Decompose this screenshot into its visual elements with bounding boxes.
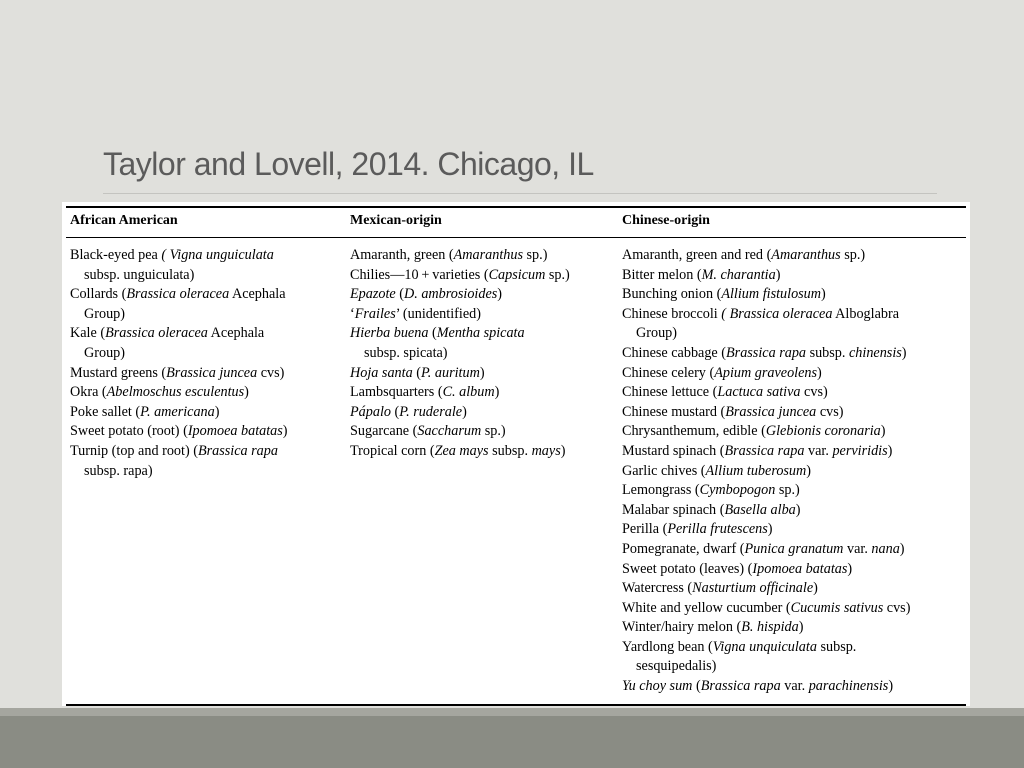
table-entry: [70, 383, 288, 403]
entry-continuation: Group): [84, 344, 125, 361]
latin-name: Allium tuberosum: [705, 462, 807, 479]
column-chinese-origin: [622, 246, 910, 697]
entry-text: (: [395, 286, 404, 303]
entry-text: Alboglabra: [832, 305, 900, 322]
entry-continuation: sesquipedalis): [636, 658, 717, 675]
table-entry: [70, 442, 288, 481]
entry-text: Chinese celery (: [622, 364, 715, 381]
latin-name: parachinensis: [808, 678, 889, 695]
entry-text: ): [888, 678, 894, 695]
entry-text: ): [560, 442, 566, 459]
entry-text: Acephala: [207, 325, 265, 342]
entry-text: ): [817, 364, 822, 381]
table-entry: [350, 383, 570, 403]
entry-text: var.: [780, 678, 809, 695]
latin-name: Cymbopogon: [699, 482, 776, 499]
table-entry: [70, 364, 288, 384]
entry-text: Acephala: [229, 286, 286, 303]
table-entry: [622, 579, 910, 599]
entry-text: cvs): [257, 364, 285, 381]
entry-text: Lambsquarters (: [350, 384, 443, 401]
table-entry: [70, 422, 288, 442]
table-entry: [350, 285, 570, 305]
table-entry: [350, 442, 570, 462]
entry-continuation: subsp. unguiculata): [84, 266, 195, 283]
entry-text: sp.): [545, 266, 570, 283]
latin-name: Apium graveolens: [714, 364, 818, 381]
entry-text: ): [821, 286, 826, 303]
entry-text: Chinese mustard (: [622, 403, 726, 420]
entry-text: Malabar spinach (: [622, 501, 725, 518]
latin-name: Frailes: [354, 305, 396, 322]
entry-text: ): [813, 580, 818, 597]
column-mexican-origin: [350, 246, 570, 462]
latin-name: Brassica rapa: [700, 678, 781, 695]
footer-band: [0, 708, 1024, 768]
table-entry: [622, 344, 910, 364]
entry-text: ): [795, 501, 801, 518]
entry-text: ): [806, 462, 812, 479]
entry-text: Perilla (: [622, 521, 668, 538]
entry-text: sp.): [481, 423, 506, 440]
entry-text: Sweet potato (root) (: [70, 423, 188, 440]
entry-text: Yardlong bean (: [622, 638, 713, 655]
latin-name: Allium fistulosum: [721, 286, 822, 303]
entry-text: ): [497, 286, 503, 303]
entry-text: sp.): [522, 247, 548, 263]
title-divider: [103, 193, 937, 194]
column-header-african-american: African American: [70, 213, 178, 228]
table-entry: [622, 481, 910, 501]
table-entry: [622, 403, 910, 423]
table-entry: [70, 324, 288, 363]
table-top-rule: [66, 206, 966, 208]
entry-text: Chinese broccoli: [622, 305, 722, 322]
entry-text: (: [390, 403, 400, 420]
latin-name: Saccharum: [417, 423, 482, 440]
table-entry: [70, 285, 288, 324]
latin-name: Hoja santa: [350, 364, 413, 381]
latin-name: Brassica juncea: [725, 403, 817, 420]
entry-continuation: Group): [636, 325, 677, 342]
table-entry: [622, 422, 910, 442]
latin-name: Vigna unquiculata: [712, 638, 817, 655]
latin-name: Brassica juncea: [166, 364, 258, 381]
entry-text: ): [847, 560, 853, 577]
entry-text: Kale (: [70, 325, 106, 342]
latin-name: perviridis: [832, 442, 888, 459]
entry-text: Sweet potato (leaves) (: [622, 560, 753, 577]
latin-name: Brassica oleracea: [126, 286, 230, 303]
entry-text: Collards (: [70, 286, 127, 303]
entry-text: White and yellow cucumber (: [622, 599, 791, 616]
entry-text: Sugarcane (: [350, 423, 418, 440]
table-entry: [622, 618, 910, 638]
entry-text: ): [244, 384, 249, 401]
entry-text: Watercress (: [622, 580, 693, 597]
latin-name: Brassica oleracea: [105, 325, 208, 342]
entry-text: ): [767, 521, 773, 538]
entry-text: sp.): [840, 247, 866, 263]
entry-continuation: subsp. spicata): [364, 344, 448, 361]
entry-text: Turnip (top and root) (: [70, 442, 198, 459]
table-entry: [350, 246, 570, 266]
latin-name: Abelmoschus esculentus: [106, 384, 245, 401]
entry-text: Mustard spinach (: [622, 442, 725, 459]
latin-name: Yu choy sum: [622, 678, 693, 695]
table-entry: [350, 364, 570, 384]
entry-text: ): [462, 403, 467, 420]
entry-text: ): [775, 266, 781, 283]
entry-continuation: subsp. rapa): [84, 462, 153, 479]
latin-name: P. ruderale: [399, 403, 463, 420]
table-entry: [622, 560, 910, 580]
entry-text: subsp.: [806, 344, 849, 361]
entry-text: Poke sallet (: [70, 403, 141, 420]
latin-name: Capsicum: [488, 266, 546, 283]
latin-name: Cucumis sativus: [790, 599, 884, 616]
entry-text: ): [798, 619, 804, 636]
table-entry: [622, 364, 910, 384]
table-entry: [350, 266, 570, 286]
table-entry: [622, 442, 910, 462]
table-entry: [350, 422, 570, 442]
entry-text: Chinese cabbage (: [622, 344, 726, 361]
entry-text: ): [494, 384, 500, 401]
table-entry: [622, 599, 910, 619]
table-entry: [622, 501, 910, 521]
entry-text: ): [880, 423, 886, 440]
table-entry: [622, 266, 910, 286]
latin-name: C. album: [442, 384, 495, 401]
entry-text: (: [428, 325, 437, 342]
column-african-american: [70, 246, 288, 481]
entry-text: Bitter melon (: [622, 266, 702, 283]
entry-text: ): [899, 540, 905, 557]
latin-name: Hierba buena: [350, 325, 429, 342]
latin-name: Perilla frutescens: [667, 521, 768, 538]
entry-text: Chilies—10 + varieties (: [350, 266, 489, 283]
latin-name: D. ambrosioides: [404, 286, 498, 303]
entry-text: cvs): [800, 384, 828, 401]
entry-text: ’ (unidentified): [395, 305, 481, 322]
latin-name: Punica granatum: [744, 540, 844, 557]
latin-name: Basella alba: [724, 501, 796, 518]
entry-text: Chrysanthemum, edible (: [622, 423, 766, 440]
latin-name: Brassica rapa: [197, 442, 278, 459]
table-entry: [70, 246, 288, 285]
entry-text: Tropical corn (: [350, 442, 435, 459]
entry-text: var.: [804, 442, 833, 459]
latin-name: P. auritum: [420, 364, 480, 381]
entry-text: Okra (: [70, 384, 107, 401]
latin-name: Brassica rapa: [724, 442, 805, 459]
column-header-chinese-origin: Chinese-origin: [622, 213, 710, 228]
table-entry: [622, 246, 910, 266]
latin-name: M. charantia: [701, 266, 776, 283]
entry-text: Bunching onion (: [622, 286, 722, 303]
table-entry: [622, 285, 910, 305]
entry-text: ): [901, 344, 907, 361]
latin-name: nana: [871, 540, 900, 557]
entry-text: ‘: [350, 305, 355, 322]
entry-text: var.: [843, 540, 872, 557]
entry-text: cvs): [883, 599, 911, 616]
table-entry: [622, 520, 910, 540]
latin-name: Ipomoea batatas: [187, 423, 283, 440]
table-entry: [350, 305, 570, 325]
latin-name: Pápalo: [350, 403, 391, 420]
entry-text: Garlic chives (: [622, 462, 706, 479]
entry-text: Winter/hairy melon (: [622, 619, 742, 636]
latin-name: chinensis: [848, 344, 902, 361]
entry-text: (: [692, 678, 701, 695]
latin-name: ( Brassica oleracea: [721, 305, 833, 322]
table-entry: [622, 462, 910, 482]
entry-text: Black-eyed pea: [70, 247, 162, 263]
entry-text: sp.): [775, 482, 800, 499]
latin-name: Nasturtium officinale: [692, 580, 814, 597]
entry-text: Amaranth, green and red (: [622, 247, 772, 263]
entry-text: Pomegranate, dwarf (: [622, 540, 745, 557]
latin-name: Mentha spicata: [436, 325, 525, 342]
table-header-rule: [66, 237, 966, 238]
entry-text: ): [214, 403, 220, 420]
entry-text: (: [412, 364, 421, 381]
latin-name: B. hispida: [741, 619, 799, 636]
latin-name: mays: [531, 442, 561, 459]
latin-name: Epazote: [350, 286, 396, 303]
table-entry: [70, 403, 288, 423]
entry-text: ): [479, 364, 485, 381]
column-header-mexican-origin: Mexican-origin: [350, 213, 442, 228]
latin-name: P. americana: [140, 403, 215, 420]
entry-text: ): [887, 442, 893, 459]
table-entry: [622, 305, 910, 344]
table-entry: [350, 324, 570, 363]
latin-name: ( Vigna unguiculata: [161, 247, 274, 263]
entry-text: subsp.: [816, 638, 857, 655]
table-entry: [350, 403, 570, 423]
entry-text: Amaranth, green (: [350, 247, 454, 263]
table-entry: [622, 638, 910, 677]
slide-title: Taylor and Lovell, 2014. Chicago, IL: [103, 146, 594, 182]
entry-text: Chinese lettuce (: [622, 384, 718, 401]
latin-name: Ipomoea batatas: [752, 560, 848, 577]
table-entry: [622, 677, 910, 697]
plant-table: [62, 202, 970, 706]
entry-text: ): [282, 423, 288, 440]
latin-name: Glebionis coronaria: [765, 423, 881, 440]
entry-text: cvs): [816, 403, 844, 420]
latin-name: Amaranthus: [453, 247, 523, 263]
latin-name: Amaranthus: [771, 247, 841, 263]
entry-text: Lemongrass (: [622, 482, 700, 499]
table-entry: [622, 540, 910, 560]
entry-text: subsp.: [488, 442, 532, 459]
latin-name: Brassica rapa: [726, 344, 807, 361]
table-bottom-rule: [66, 704, 966, 706]
entry-continuation: Group): [84, 305, 125, 322]
latin-name: Lactuca sativa: [717, 384, 801, 401]
table-entry: [622, 383, 910, 403]
entry-text: Mustard greens (: [70, 364, 167, 381]
latin-name: Zea mays: [434, 442, 489, 459]
